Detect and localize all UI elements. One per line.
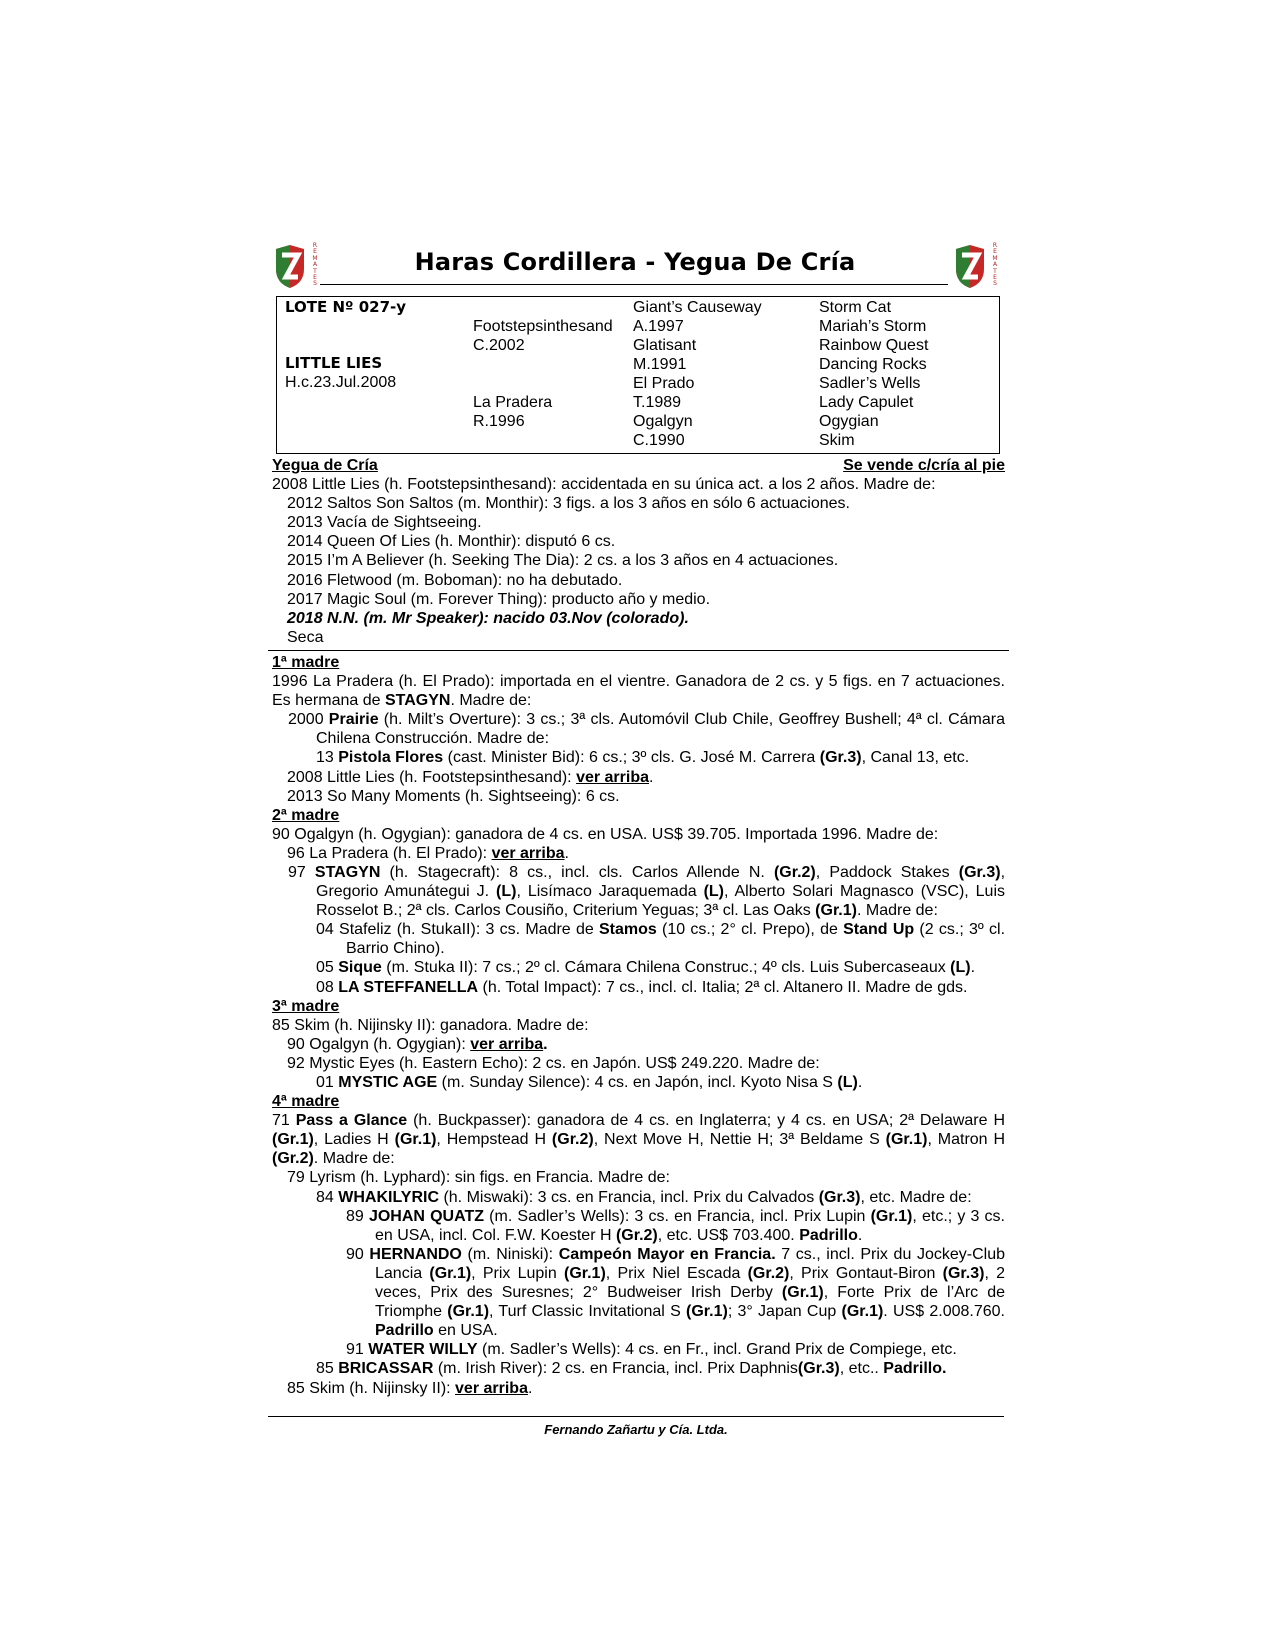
sire: Footstepsinthesand [473, 318, 613, 335]
list-item: 08 LA STEFFANELLA (h. Total Impact): 7 cs., incl. cl. Italia; 2ª cl. Altanero II. Madre de gds. [316, 978, 968, 996]
logo-word: R E M A T E S [992, 242, 998, 288]
gen2-entry: M.1991 [633, 356, 687, 373]
list-item: 2013 Vacía de Sightseeing. [287, 514, 482, 532]
yegua-label: Yegua de Cría [272, 457, 378, 474]
gen3-entry: Mariah’s Storm [819, 318, 927, 335]
gen2-entry: El Prado [633, 375, 695, 392]
list-item: 97 STAGYN (h. Stagecraft): 8 cs., incl. cls. Carlos Allende N. (Gr.2), Paddock Stakes (Gr.3), Gregorio Amunátegui J. (L), Lisímaco Jaraquemada (L), Alberto Solari Magnasco (VSC), Luis Rosselot B.; 2ª cls. Carlos Cousiño, Criterium Yeguas; 3ª cl. Las Oaks (Gr.1). Madre de: [288, 863, 1006, 920]
pedigree-table [276, 296, 1000, 454]
list-item: 92 Mystic Eyes (h. Eastern Echo): 2 cs. en Japón. US$ 249.220. Madre de: [287, 1054, 820, 1072]
list-item: 90 HERNANDO (m. Niniski): Campeón Mayor en Francia. 7 cs., incl. Prix du Jockey-Club Lancia (Gr.1), Prix Lupin (Gr.1), Prix Niel Escada (Gr.2), Prix Gontaut-Biron (Gr.3), 2 veces, Prix des Suresnes; 2° Budweiser Irish Derby (Gr.1), Forte Prix de l’Arc de Triomphe (Gr.1), Turf Classic Invitational S (Gr.1); 3° Japan Cup (Gr.1). US$ 2.008.760. Padrillo en USA. [346, 1245, 1006, 1340]
horse-birth: H.c.23.Jul.2008 [285, 374, 397, 391]
list-item: 2016 Fletwood (m. Boboman): no ha debutado. [287, 571, 623, 589]
madre-heading: 3ª madre [272, 997, 340, 1015]
list-item: 05 Sique (m. Stuka II): 7 cs.; 2º cl. Cámara Chilena Construc.; 4º cls. Luis Subercaseaux (L). [316, 959, 976, 977]
se-vende-label: Se vende c/cría al pie [843, 457, 1005, 474]
logo-word: R E M A T E S [312, 242, 318, 288]
list-item: Seca [287, 628, 324, 646]
madre-heading: 1ª madre [272, 653, 340, 671]
ver-arriba-link[interactable]: ver arriba [455, 1379, 528, 1397]
madre-heading: 2ª madre [272, 806, 340, 824]
list-item: 04 Stafeliz (h. StukaII): 3 cs. Madre de Stamos (10 cs.; 2° cl. Prepo), de Stand Up (2 cs.; 3º cl. Barrio Chino). [316, 921, 1006, 958]
list-item: 2012 Saltos Son Saltos (m. Monthir): 3 figs. a los 3 años en sólo 6 actuaciones. [287, 495, 850, 513]
list-item: 90 Ogalgyn (h. Ogygian): ver arriba. [287, 1035, 548, 1053]
ver-arriba-link[interactable]: ver arriba [576, 768, 649, 786]
madre-heading: 4ª madre [272, 1093, 340, 1111]
gen2-entry: Glatisant [633, 337, 697, 354]
list-item: 01 MYSTIC AGE (m. Sunday Silence): 4 cs. en Japón, incl. Kyoto Nisa S (L). [316, 1074, 863, 1091]
list-item: 2013 So Many Moments (h. Sightseeing): 6 cs. [287, 787, 620, 805]
list-item: 85 Skim (h. Nijinsky II): ver arriba. [287, 1379, 533, 1397]
gen2-entry: Giant’s Causeway [633, 299, 762, 316]
company-logo-right [950, 243, 1002, 291]
paragraph: 85 Skim (h. Nijinsky II): ganadora. Madre de: [272, 1016, 589, 1034]
list-item: 2017 Magic Soul (m. Forever Thing): producto año y medio. [287, 590, 711, 608]
pedigree-body [272, 456, 1005, 1398]
list-item: 79 Lyrism (h. Lyphard): sin figs. en Francia. Madre de: [287, 1169, 670, 1187]
gen3-entry: Rainbow Quest [819, 337, 929, 354]
paragraph: 2008 Little Lies (h. Footstepsinthesand): accidentada en su única act. a los 2 años. Madre de: [272, 476, 936, 494]
gen3-entry: Lady Capulet [819, 394, 914, 411]
horse-name: LITTLE LIES [285, 354, 383, 372]
list-item: 84 WHAKILYRIC (h. Miswaki): 3 cs. en Francia, incl. Prix du Calvados (Gr.3), etc. Madre de: [316, 1188, 972, 1206]
gen2-entry: A.1997 [633, 318, 684, 335]
ver-arriba-link[interactable]: ver arriba [491, 844, 565, 862]
list-item: 91 WATER WILLY (m. Sadler’s Wells): 4 cs. en Fr., incl. Grand Prix de Compiege, etc. [346, 1341, 957, 1359]
paragraph: 90 Ogalgyn (h. Ogygian): ganadora de 4 cs. en USA. US$ 39.705. Importada 1996. Madre de: [272, 825, 939, 843]
lot-number: LOTE Nº 027-y [285, 298, 407, 316]
gen2-entry: C.1990 [633, 432, 685, 449]
list-item: 96 La Pradera (h. El Prado): ver arriba. [287, 844, 569, 862]
dam: La Pradera [473, 394, 553, 411]
title-divider [320, 284, 948, 285]
gen2-entry: T.1989 [633, 394, 682, 411]
list-item: 2015 I’m A Believer (h. Seeking The Dia): 2 cs. a los 3 años en 4 actuaciones. [287, 552, 839, 570]
gen3-entry: Sadler’s Wells [819, 375, 921, 392]
ver-arriba-link[interactable]: ver arriba [470, 1035, 544, 1053]
list-item: 2018 N.N. (m. Mr Speaker): nacido 03.Nov (colorado). [287, 609, 689, 627]
gen3-entry: Storm Cat [819, 299, 892, 316]
list-item: 2008 Little Lies (h. Footstepsinthesand): ver arriba. [287, 768, 654, 786]
yegua-header [272, 456, 1005, 475]
paragraph: 71 Pass a Glance (h. Buckpasser): ganadora de 4 cs. en Inglaterra; y 4 cs. en USA; 2ª Delaware H (Gr.1), Ladies H (Gr.1), Hempstead H (Gr.2), Next Move H, Nettie H; 3ª Beldame S (Gr.1), Matron H (Gr.2). Madre de: [272, 1112, 1006, 1168]
footer-divider [268, 1416, 1004, 1417]
list-item: 2014 Queen Of Lies (h. Monthir): disputó 6 cs. [287, 533, 616, 551]
section-divider [268, 650, 1009, 651]
company-logo-left [270, 243, 322, 291]
list-item: 2000 Prairie (h. Milt’s Overture): 3 cs.; 3ª cls. Automóvil Club Chile, Geoffrey Bushell; 4ª cl. Cámara Chilena Construcción. Madre de: [288, 711, 1005, 748]
page-title: Haras Cordillera - Yegua De Cría [414, 248, 856, 276]
list-item: 13 Pistola Flores (cast. Minister Bid): 6 cs.; 3º cls. G. José M. Carrera (Gr.3), Canal 13, etc. [316, 749, 970, 767]
footer-company: Fernando Zañartu y Cía. Ltda. [544, 1422, 728, 1437]
gen2-entry: Ogalgyn [633, 413, 693, 430]
dam-info: R.1996 [473, 413, 525, 430]
gen3-entry: Skim [819, 432, 855, 449]
list-item: 89 JOHAN QUATZ (m. Sadler’s Wells): 3 cs. en Francia, incl. Prix Lupin (Gr.1), etc.; y 3 cs. en USA, incl. Col. F.W. Koester H (Gr.2), etc. US$ 703.400. Padrillo. [346, 1207, 1005, 1244]
paragraph: 1996 La Pradera (h. El Prado): importada en el vientre. Ganadora de 2 cs. y 5 figs. en 7 actuaciones. Es hermana de STAGYN. Madre de: [272, 673, 1005, 710]
list-item: 85 BRICASSAR (m. Irish River): 2 cs. en Francia, incl. Prix Daphnis(Gr.3), etc.. Padrillo. [316, 1360, 947, 1378]
sire-info: C.2002 [473, 337, 525, 354]
gen3-entry: Ogygian [819, 413, 879, 430]
gen3-entry: Dancing Rocks [819, 356, 927, 373]
